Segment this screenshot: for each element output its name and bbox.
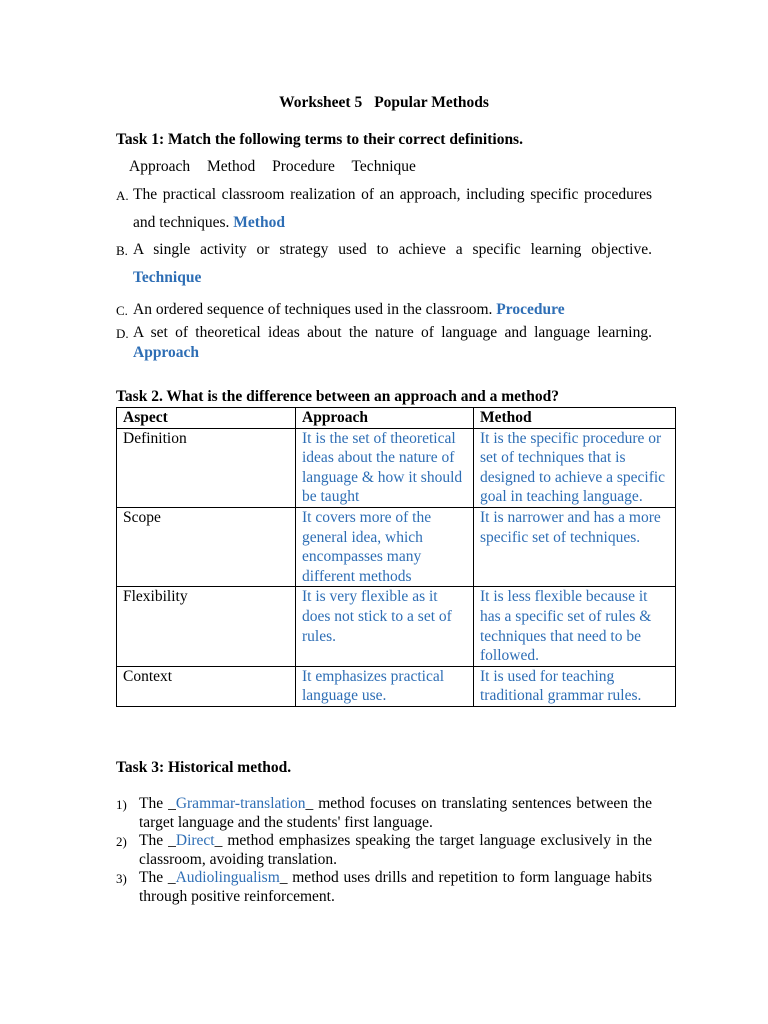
definition-answer: Method xyxy=(233,213,285,231)
blank-answer: Grammar-translation xyxy=(175,795,306,812)
item-number: 1) xyxy=(116,797,127,812)
comparison-table xyxy=(116,407,676,707)
historical-text xyxy=(139,869,652,906)
method-cell: It is narrower and has a more specific set of techniques. xyxy=(474,507,676,586)
title-worksheet: Worksheet 5 xyxy=(279,94,363,111)
historical-text xyxy=(139,795,652,832)
definition-answer: Procedure xyxy=(496,301,565,318)
item-number: 2) xyxy=(116,834,127,849)
task3-heading: Task 3: Historical method. xyxy=(116,759,292,776)
definition-body: A single activity or strategy used to achieve a specific learning objective. xyxy=(133,241,652,258)
item-number: 3) xyxy=(116,871,127,886)
definition-item-a xyxy=(116,181,652,236)
aspect-cell: Context xyxy=(117,666,296,706)
definition-text xyxy=(133,300,652,320)
term-technique: Technique xyxy=(351,158,416,175)
definition-answer: Technique xyxy=(133,268,202,286)
approach-cell: It covers more of the general idea, which encompasses many different methods xyxy=(296,507,474,586)
definition-text xyxy=(133,236,652,291)
definition-answer: Approach xyxy=(133,344,200,361)
historical-item-1 xyxy=(116,795,652,832)
text-prefix: The _ xyxy=(139,795,176,812)
approach-cell: It is very flexible as it does not stick to a set of rules. xyxy=(296,587,474,666)
approach-cell: It is the set of theoretical ideas about the nature of language & how it should be taught xyxy=(296,428,474,507)
definition-body: An ordered sequence of techniques used in the classroom. xyxy=(133,301,493,318)
definition-item-d xyxy=(116,323,652,363)
definition-text xyxy=(133,323,652,363)
aspect-cell: Scope xyxy=(117,507,296,586)
historical-item-2 xyxy=(116,832,652,869)
method-cell: It is used for teaching traditional grammar rules. xyxy=(474,666,676,706)
table-row xyxy=(117,507,676,586)
definition-item-c xyxy=(116,300,652,320)
text-suffix: _ method uses drills and repetition to form language habits through positive reinforcement. xyxy=(139,869,652,905)
table-row xyxy=(117,428,676,507)
column-header-method: Method xyxy=(474,408,676,429)
table-row xyxy=(117,587,676,666)
blank-answer: Direct xyxy=(175,832,215,849)
item-letter: C. xyxy=(116,303,128,318)
table-header-row xyxy=(117,408,676,429)
text-prefix: The _ xyxy=(139,869,176,886)
term-list xyxy=(129,158,429,176)
aspect-cell: Flexibility xyxy=(117,587,296,666)
title-topic: Popular Methods xyxy=(374,94,489,111)
definition-item-b xyxy=(116,236,652,291)
term-approach: Approach xyxy=(129,158,191,175)
text-suffix: _ method focuses on translating sentences between the target language and the students' first language. xyxy=(139,795,652,831)
definition-body: A set of theoretical ideas about the nature of language and language learning. xyxy=(133,324,652,341)
definition-text xyxy=(133,181,652,236)
approach-cell: It emphasizes practical language use. xyxy=(296,666,474,706)
item-letter: A. xyxy=(116,188,129,203)
page-title xyxy=(0,94,768,112)
term-method: Method xyxy=(207,158,256,175)
column-header-aspect: Aspect xyxy=(117,408,296,429)
task2-heading: Task 2. What is the difference between an approach and a method? xyxy=(116,388,559,405)
historical-item-3 xyxy=(116,869,652,906)
column-header-approach: Approach xyxy=(296,408,474,429)
method-cell: It is the specific procedure or set of techniques that is designed to achieve a specific goal in teaching language. xyxy=(474,428,676,507)
task1-heading: Task 1: Match the following terms to their correct definitions. xyxy=(116,131,523,148)
method-cell: It is less flexible because it has a specific set of rules & techniques that need to be followed. xyxy=(474,587,676,666)
historical-text xyxy=(139,832,652,869)
text-prefix: The _ xyxy=(139,832,176,849)
term-procedure: Procedure xyxy=(272,158,335,175)
definition-body: The practical classroom realization of an approach, including specific procedures and techniques. xyxy=(133,186,652,231)
item-letter: D. xyxy=(116,326,129,341)
item-letter: B. xyxy=(116,243,128,258)
aspect-cell: Definition xyxy=(117,428,296,507)
text-suffix: _ method emphasizes speaking the target language exclusively in the classroom, avoiding translation. xyxy=(139,832,652,868)
blank-answer: Audiolingualism xyxy=(175,869,280,886)
table-row xyxy=(117,666,676,706)
